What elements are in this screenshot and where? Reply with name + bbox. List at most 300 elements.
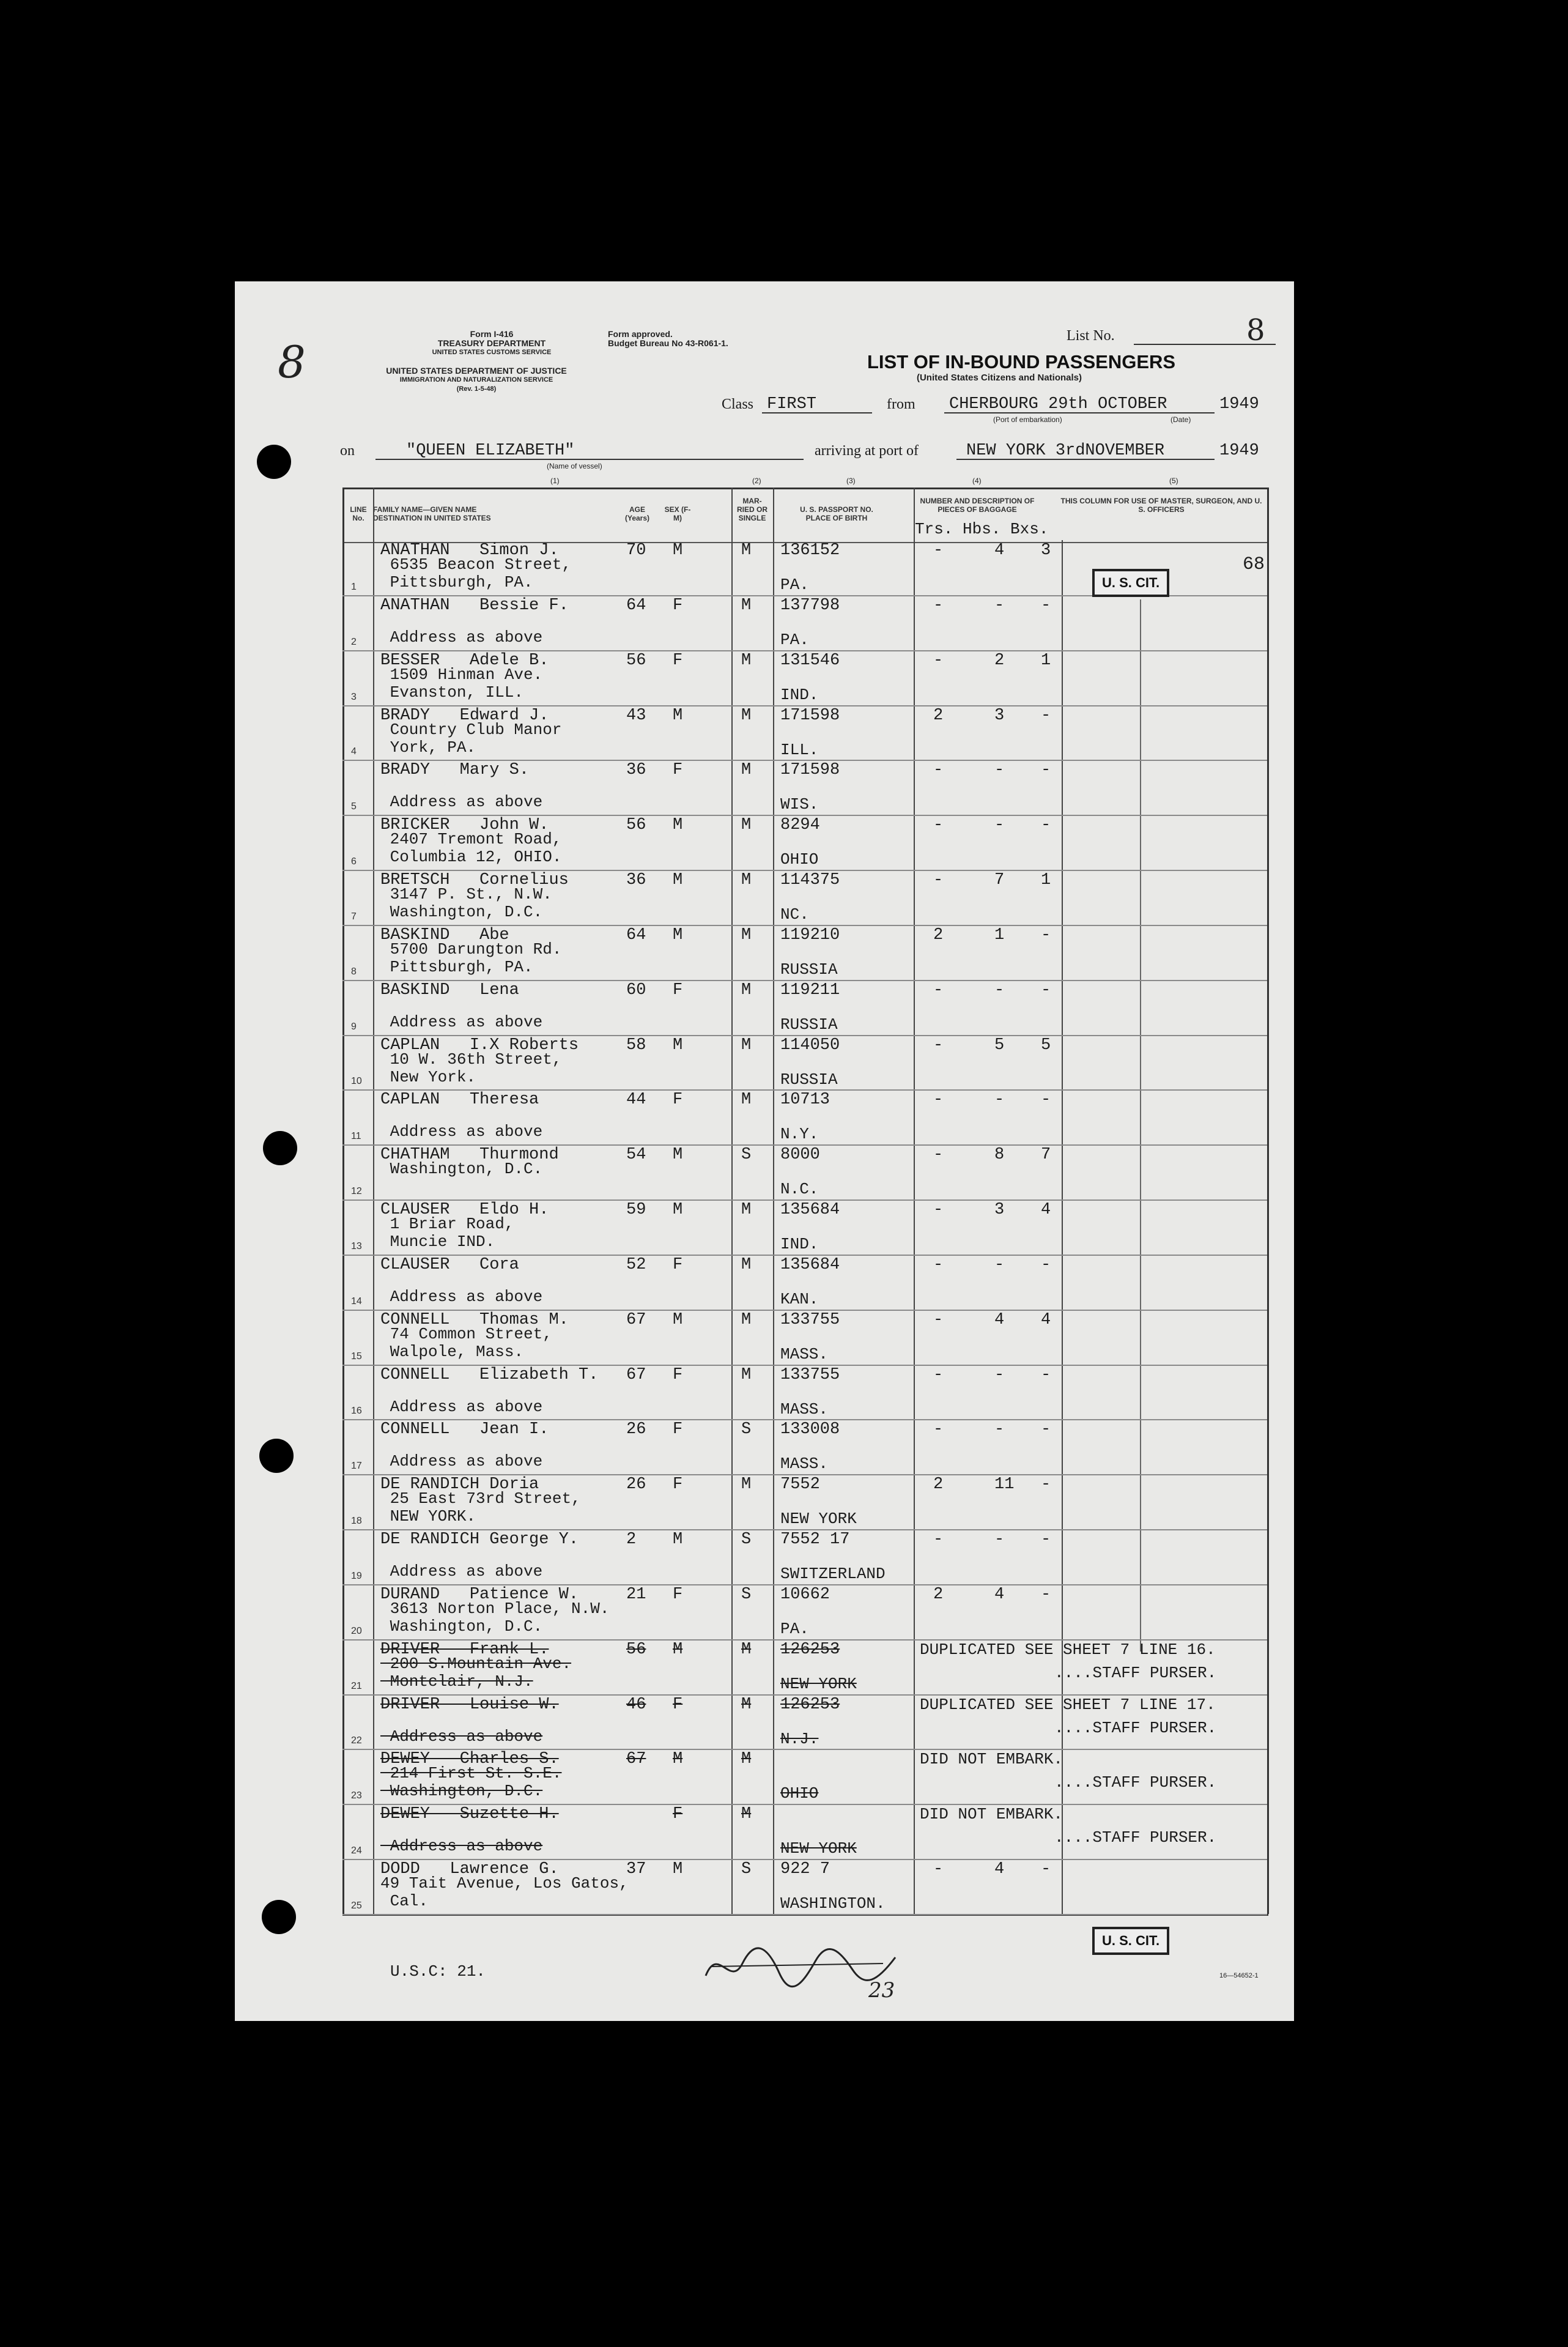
- passenger-name: BRETSCH Cornelius: [380, 871, 569, 890]
- place-of-birth: KAN.: [780, 1289, 819, 1308]
- passenger-marital: M: [741, 1695, 752, 1714]
- passport-number: 114375: [780, 871, 840, 890]
- passenger-address: 2407 Tremont Road, Columbia 12, OHIO.: [390, 830, 562, 867]
- from-value: CHERBOURG 29th OCTOBER: [949, 395, 1167, 413]
- place-of-birth: NEW YORK: [780, 1674, 857, 1693]
- baggage-hbs: 7: [994, 871, 1005, 890]
- baggage-bxs: -: [1041, 761, 1051, 780]
- table-row: [342, 870, 1267, 926]
- baggage-hbs: 3: [994, 706, 1005, 725]
- passenger-address: Address as above: [390, 1562, 543, 1581]
- passenger-address: Address as above: [390, 1012, 543, 1031]
- place-of-birth: N.C.: [780, 1180, 819, 1199]
- place-of-birth: PA.: [780, 576, 809, 594]
- passenger-name: DEWEY Charles S.: [380, 1750, 559, 1769]
- baggage-hbs: -: [994, 1091, 1005, 1110]
- form-code: 16—54652-1: [1219, 1972, 1259, 1979]
- table-row: [342, 650, 1267, 706]
- passport-number: 119210: [780, 925, 840, 944]
- baggage-trs: -: [933, 1146, 944, 1165]
- table-row: [342, 815, 1267, 871]
- table-row: [342, 705, 1267, 762]
- table-row: [342, 1474, 1267, 1530]
- passenger-sex: M: [673, 1860, 683, 1879]
- passenger-address: 25 East 73rd Street, NEW YORK.: [390, 1489, 581, 1526]
- line-number: 12: [351, 1186, 362, 1197]
- list-no-line: [1134, 344, 1276, 345]
- passenger-age: 26: [626, 1420, 646, 1439]
- vessel-name: "QUEEN ELIZABETH": [406, 442, 575, 460]
- table-row: [342, 1749, 1267, 1805]
- baggage-bxs: 7: [1041, 1146, 1051, 1165]
- passenger-age: 56: [626, 651, 646, 670]
- line-number: 2: [351, 636, 357, 647]
- baggage-bxs: -: [1041, 1420, 1051, 1439]
- passenger-marital: M: [741, 1091, 752, 1110]
- passenger-age: 70: [626, 541, 646, 560]
- place-of-birth: IND.: [780, 1235, 819, 1254]
- place-of-birth: WIS.: [780, 795, 819, 814]
- passport-number: 10662: [780, 1585, 830, 1604]
- col-num-2: (2): [752, 476, 761, 485]
- passenger-marital: M: [741, 981, 752, 999]
- baggage-bxs: -: [1041, 1585, 1051, 1604]
- passenger-marital: M: [741, 1255, 752, 1274]
- table-row: [342, 980, 1267, 1036]
- passenger-age: 56: [626, 1640, 646, 1659]
- baggage-trs: -: [933, 1201, 944, 1220]
- table-row: [342, 1419, 1267, 1475]
- passenger-sex: M: [673, 541, 683, 560]
- line-number: 25: [351, 1900, 362, 1911]
- baggage-trs: 2: [933, 706, 944, 725]
- punch-hole-2: [263, 1131, 297, 1165]
- line-number: 18: [351, 1516, 362, 1527]
- passenger-marital: M: [741, 1036, 752, 1055]
- place-of-birth: NC.: [780, 905, 809, 924]
- us-cit-stamp-bottom: U. S. CIT.: [1092, 1927, 1169, 1955]
- page-title: LIST OF IN-BOUND PASSENGERS: [867, 351, 1176, 373]
- passenger-address: Address as above: [390, 1727, 543, 1746]
- line-number: 5: [351, 801, 357, 812]
- vessel-note: (Name of vessel): [547, 462, 602, 470]
- table-row: [342, 1639, 1267, 1696]
- passenger-marital: M: [741, 1475, 752, 1494]
- passenger-name: CAPLAN I.X Roberts: [380, 1036, 579, 1055]
- passenger-name: BRADY Edward J.: [380, 706, 549, 725]
- passenger-age: 46: [626, 1695, 646, 1714]
- baggage-bxs: -: [1041, 1091, 1051, 1110]
- passenger-address: 1509 Hinman Ave. Evanston, ILL.: [390, 665, 543, 702]
- passenger-sex: F: [673, 596, 683, 615]
- baggage-hbs: -: [994, 1530, 1005, 1549]
- col-line-no: LINE No.: [350, 505, 367, 522]
- passenger-sex: F: [673, 1805, 683, 1824]
- footer-initials: 23: [868, 1978, 895, 2003]
- line-number: 19: [351, 1570, 362, 1581]
- officer-note-purser: ....STAFF PURSER.: [1054, 1773, 1217, 1792]
- passenger-age: 59: [626, 1201, 646, 1220]
- passenger-sex: M: [673, 1640, 683, 1659]
- class-line: [762, 412, 872, 413]
- from-label: from: [887, 396, 915, 412]
- from-year: 1949: [1219, 395, 1259, 413]
- passport-number: 133755: [780, 1365, 840, 1384]
- passenger-name: DE RANDICH Doria: [380, 1475, 539, 1494]
- passenger-age: 54: [626, 1146, 646, 1165]
- place-of-birth: PA.: [780, 630, 809, 649]
- rule-v7: [1267, 488, 1269, 1914]
- passenger-marital: M: [741, 761, 752, 780]
- passenger-name: DODD Lawrence G.: [380, 1860, 559, 1879]
- passenger-sex: F: [673, 761, 683, 780]
- place-of-birth: RUSSIA: [780, 960, 838, 979]
- baggage-trs: -: [933, 1860, 944, 1879]
- passenger-name: CONNELL Jean I.: [380, 1420, 549, 1439]
- passenger-address: Country Club Manor York, PA.: [390, 720, 562, 757]
- baggage-trs: -: [933, 981, 944, 999]
- us-cit-stamp-top: U. S. CIT.: [1092, 569, 1169, 597]
- passenger-sex: F: [673, 1255, 683, 1274]
- customs-service: UNITED STATES CUSTOMS SERVICE: [432, 349, 552, 356]
- arriving-value: NEW YORK 3rdNOVEMBER: [966, 442, 1165, 460]
- class-label: Class: [722, 396, 754, 412]
- passenger-address: Address as above: [390, 1837, 543, 1856]
- baggage-bxs: 4: [1041, 1201, 1051, 1220]
- justice-dept: UNITED STATES DEPARTMENT OF JUSTICE: [386, 366, 567, 376]
- col-sex: SEX (F-M): [664, 505, 691, 522]
- passenger-sex: M: [673, 706, 683, 725]
- line-number: 4: [351, 746, 357, 757]
- officer-note: DID NOT EMBARK.: [920, 1750, 1063, 1769]
- baggage-trs: -: [933, 1091, 944, 1110]
- baggage-bxs: 1: [1041, 651, 1051, 670]
- passenger-name: CLAUSER Eldo H.: [380, 1201, 549, 1220]
- passenger-marital: M: [741, 651, 752, 670]
- baggage-bxs: -: [1041, 981, 1051, 999]
- col-num-5: (5): [1169, 476, 1178, 485]
- baggage-trs: 2: [933, 1585, 944, 1604]
- list-no-label: List No.: [1067, 328, 1115, 344]
- place-of-birth: N.Y.: [780, 1125, 819, 1144]
- line-number: 13: [351, 1240, 362, 1251]
- treasury-dept: TREASURY DEPARTMENT: [437, 338, 546, 348]
- page-subtitle: (United States Citizens and Nationals): [916, 373, 1082, 383]
- passport-number: 922 7: [780, 1860, 830, 1879]
- punch-hole-3: [259, 1439, 294, 1473]
- table-row: [342, 1694, 1267, 1751]
- passport-number: 135684: [780, 1201, 840, 1220]
- table-row: [342, 1365, 1267, 1421]
- passport-number: 8294: [780, 816, 820, 835]
- baggage-hbs: 4: [994, 1585, 1005, 1604]
- baggage-hbs: 4: [994, 1860, 1005, 1879]
- baggage-bxs: -: [1041, 596, 1051, 615]
- passport-number: 119211: [780, 981, 840, 999]
- passenger-age: 58: [626, 1036, 646, 1055]
- passenger-address: Address as above: [390, 1287, 543, 1306]
- passport-number: 114050: [780, 1036, 840, 1055]
- baggage-hbs: 5: [994, 1036, 1005, 1055]
- passenger-address: 74 Common Street, Walpole, Mass.: [390, 1324, 552, 1361]
- table-row: [342, 1089, 1267, 1146]
- col-num-1: (1): [550, 476, 560, 485]
- baggage-bxs: -: [1041, 1860, 1051, 1879]
- col-name: FAMILY NAME—GIVEN NAME DESTINATION IN UNITED STATES: [373, 505, 491, 522]
- passport-number: 7552 17: [780, 1530, 850, 1549]
- passport-number: 126253: [780, 1695, 840, 1714]
- table-row: [342, 1804, 1267, 1860]
- from-line: [944, 412, 1215, 413]
- line-number: 7: [351, 911, 357, 922]
- officer-note-purser: ....STAFF PURSER.: [1054, 1718, 1217, 1737]
- passenger-name: DRIVER Frank L.: [380, 1640, 549, 1659]
- date-note: (Date): [1170, 415, 1191, 424]
- baggage-trs: -: [933, 761, 944, 780]
- class-value: FIRST: [767, 395, 817, 413]
- place-of-birth: N.J.: [780, 1729, 819, 1748]
- table-row: [342, 595, 1267, 651]
- on-label: on: [340, 443, 355, 459]
- passenger-address: 10 W. 36th Street, New York.: [390, 1050, 562, 1086]
- form-number: Form I-416: [470, 329, 514, 339]
- passenger-address: Address as above: [390, 1452, 543, 1471]
- baggage-trs: -: [933, 1365, 944, 1384]
- line-number: 9: [351, 1021, 357, 1032]
- baggage-trs: -: [933, 1255, 944, 1274]
- passenger-age: 2: [626, 1530, 637, 1549]
- baggage-trs: 2: [933, 1475, 944, 1494]
- baggage-hbs: 1: [994, 925, 1005, 944]
- passenger-sex: M: [673, 816, 683, 835]
- baggage-bxs: -: [1041, 1365, 1051, 1384]
- line-number: 17: [351, 1461, 362, 1472]
- passport-number: 8000: [780, 1146, 820, 1165]
- passenger-age: 37: [626, 1860, 646, 1879]
- passenger-marital: S: [741, 1585, 752, 1604]
- passenger-sex: M: [673, 1530, 683, 1549]
- punch-hole-1: [257, 445, 291, 479]
- place-of-birth: MASS.: [780, 1455, 829, 1474]
- passenger-marital: M: [741, 596, 752, 615]
- passenger-sex: F: [673, 981, 683, 999]
- passenger-sex: F: [673, 651, 683, 670]
- passenger-address: Address as above: [390, 628, 543, 647]
- baggage-hbs: 4: [994, 1310, 1005, 1329]
- passenger-age: 43: [626, 706, 646, 725]
- place-of-birth: WASHINGTON.: [780, 1894, 886, 1913]
- col-num-4: (4): [972, 476, 982, 485]
- passenger-sex: F: [673, 1585, 683, 1604]
- passenger-manifest-sheet: [235, 281, 1294, 2021]
- passenger-name: CAPLAN Theresa: [380, 1091, 539, 1110]
- line-number: 22: [351, 1735, 362, 1746]
- passport-number: 136152: [780, 541, 840, 560]
- passenger-name: CHATHAM Thurmond: [380, 1146, 559, 1165]
- passport-number: 133008: [780, 1420, 840, 1439]
- line-number: 21: [351, 1680, 362, 1691]
- passenger-sex: M: [673, 1201, 683, 1220]
- baggage-trs: -: [933, 1420, 944, 1439]
- passenger-age: 60: [626, 981, 646, 999]
- place-of-birth: IND.: [780, 685, 819, 704]
- list-no-value: 8: [1246, 313, 1265, 347]
- baggage-hbs: 4: [994, 541, 1005, 560]
- passenger-name: BRICKER John W.: [380, 816, 549, 835]
- passenger-sex: F: [673, 1420, 683, 1439]
- passenger-name: BASKIND Lena: [380, 981, 519, 999]
- baggage-trs: -: [933, 596, 944, 615]
- line-number: 11: [351, 1131, 361, 1142]
- baggage-trs: -: [933, 651, 944, 670]
- place-of-birth: NEW YORK: [780, 1839, 857, 1858]
- baggage-bxs: 4: [1041, 1310, 1051, 1329]
- passenger-marital: M: [741, 1805, 752, 1824]
- col-age: AGE (Years): [624, 505, 650, 522]
- table-row: [342, 1310, 1267, 1366]
- passenger-marital: M: [741, 1365, 752, 1384]
- passenger-address: Address as above: [390, 1122, 543, 1141]
- passport-number: 137798: [780, 596, 840, 615]
- passenger-name: CONNELL Thomas M.: [380, 1310, 569, 1329]
- passenger-name: ANATHAN Bessie F.: [380, 596, 569, 615]
- baggage-trs: -: [933, 1530, 944, 1549]
- officer-note-purser: ....STAFF PURSER.: [1054, 1663, 1217, 1682]
- col-num-3: (3): [846, 476, 856, 485]
- place-of-birth: PA.: [780, 1619, 809, 1638]
- passenger-name: CLAUSER Cora: [380, 1255, 519, 1274]
- baggage-trs: -: [933, 1036, 944, 1055]
- passenger-sex: M: [673, 1036, 683, 1055]
- arriving-year: 1949: [1219, 442, 1259, 460]
- table-row: [342, 1144, 1267, 1201]
- vessel-line: [375, 459, 804, 460]
- col-pieces: NUMBER AND DESCRIPTION OF PIECES OF BAGGAGE: [920, 497, 1035, 514]
- passenger-sex: M: [673, 925, 683, 944]
- passenger-rows: [342, 540, 1267, 1914]
- col-passport: U. S. PASSPORT NO. PLACE OF BIRTH: [800, 505, 873, 522]
- passenger-marital: M: [741, 816, 752, 835]
- passenger-age: 36: [626, 761, 646, 780]
- line-number: 14: [351, 1296, 362, 1307]
- passenger-address: 200 S.Mountain Ave. Montclair, N.J.: [390, 1654, 572, 1691]
- baggage-bxs: -: [1041, 1255, 1051, 1274]
- passenger-sex: F: [673, 1365, 683, 1384]
- passenger-name: CONNELL Elizabeth T.: [380, 1365, 599, 1384]
- officer-note: DID NOT EMBARK.: [920, 1805, 1063, 1824]
- passenger-sex: M: [673, 871, 683, 890]
- passenger-address: 3147 P. St., N.W. Washington, D.C.: [390, 885, 552, 922]
- passenger-address: Address as above: [390, 793, 543, 812]
- passenger-name: BASKIND Abe: [380, 925, 509, 944]
- margin-number: 8: [278, 336, 306, 388]
- baggage-bxs: -: [1041, 816, 1051, 835]
- passenger-marital: M: [741, 541, 752, 560]
- passport-number: 133755: [780, 1310, 840, 1329]
- baggage-bxs: 1: [1041, 871, 1051, 890]
- line-number: 10: [351, 1076, 362, 1087]
- passport-number: 7552: [780, 1475, 820, 1494]
- passenger-name: DEWEY Suzette H.: [380, 1805, 559, 1824]
- place-of-birth: SWITZERLAND: [780, 1565, 886, 1584]
- passenger-address: 6535 Beacon Street, Pittsburgh, PA.: [390, 555, 572, 591]
- line-number: 15: [351, 1351, 362, 1362]
- table-row: [342, 1584, 1267, 1641]
- passport-number: 171598: [780, 761, 840, 780]
- passenger-name: DE RANDICH George Y.: [380, 1530, 579, 1549]
- arriving-label: arriving at port of: [815, 443, 919, 459]
- passenger-name: BRADY Mary S.: [380, 761, 530, 780]
- passenger-marital: M: [741, 1750, 752, 1769]
- baggage-bxs: -: [1041, 706, 1051, 725]
- baggage-hbs: -: [994, 816, 1005, 835]
- passenger-address: 214 First St. S.E. Washington, D.C.: [390, 1764, 562, 1801]
- table-row: [342, 925, 1267, 981]
- baggage-hbs: -: [994, 1365, 1005, 1384]
- passenger-name: ANATHAN Simon J.: [380, 541, 559, 560]
- passenger-age: 64: [626, 596, 646, 615]
- passenger-age: 52: [626, 1255, 646, 1274]
- baggage-hbs: 11: [994, 1475, 1015, 1494]
- baggage-trs: -: [933, 541, 944, 560]
- passenger-marital: S: [741, 1530, 752, 1549]
- passenger-address: 1 Briar Road, Muncie IND.: [390, 1215, 514, 1251]
- line-number: 24: [351, 1845, 362, 1856]
- passenger-marital: M: [741, 925, 752, 944]
- passport-number: 135684: [780, 1255, 840, 1274]
- passenger-address: 3613 Norton Place, N.W. Washington, D.C.: [390, 1599, 610, 1636]
- line-number: 20: [351, 1625, 362, 1636]
- form-approved: Form approved.: [608, 329, 673, 339]
- passenger-sex: F: [673, 1695, 683, 1714]
- baggage-hbs: -: [994, 1420, 1005, 1439]
- col-pieces-sub: Trs. Hbs. Bxs.: [915, 520, 1049, 538]
- passport-number: 171598: [780, 706, 840, 725]
- passenger-age: 44: [626, 1091, 646, 1110]
- table-row: [342, 1199, 1267, 1256]
- officer-note-purser: ....STAFF PURSER.: [1054, 1828, 1217, 1847]
- baggage-trs: -: [933, 871, 944, 890]
- table-row: [342, 1859, 1267, 1915]
- baggage-bxs: -: [1041, 1475, 1051, 1494]
- passenger-sex: M: [673, 1310, 683, 1329]
- line-number: 1: [351, 581, 357, 592]
- baggage-hbs: -: [994, 1255, 1005, 1274]
- passenger-address: 49 Tait Avenue, Los Gatos, Cal.: [380, 1874, 629, 1911]
- passenger-marital: M: [741, 1310, 752, 1329]
- passenger-marital: S: [741, 1146, 752, 1165]
- line-number: 6: [351, 856, 357, 867]
- passenger-address: Address as above: [390, 1397, 543, 1416]
- passenger-marital: S: [741, 1420, 752, 1439]
- place-of-birth: MASS.: [780, 1344, 829, 1363]
- budget-bureau: Budget Bureau No 43-R061-1.: [608, 338, 728, 348]
- passenger-sex: F: [673, 1475, 683, 1494]
- baggage-trs: -: [933, 816, 944, 835]
- officer-note: DUPLICATED SEE SHEET 7 LINE 17.: [920, 1695, 1216, 1714]
- table-row: [342, 1255, 1267, 1311]
- officer-note: DUPLICATED SEE SHEET 7 LINE 16.: [920, 1640, 1216, 1659]
- passenger-name: DRIVER Louise W.: [380, 1695, 559, 1714]
- baggage-hbs: 8: [994, 1146, 1005, 1165]
- passport-number: 126253: [780, 1640, 840, 1659]
- baggage-hbs: -: [994, 761, 1005, 780]
- passenger-sex: F: [673, 1091, 683, 1110]
- arriving-line: [956, 459, 1215, 460]
- passenger-sex: M: [673, 1750, 683, 1769]
- baggage-bxs: -: [1041, 1530, 1051, 1549]
- place-of-birth: OHIO: [780, 850, 819, 869]
